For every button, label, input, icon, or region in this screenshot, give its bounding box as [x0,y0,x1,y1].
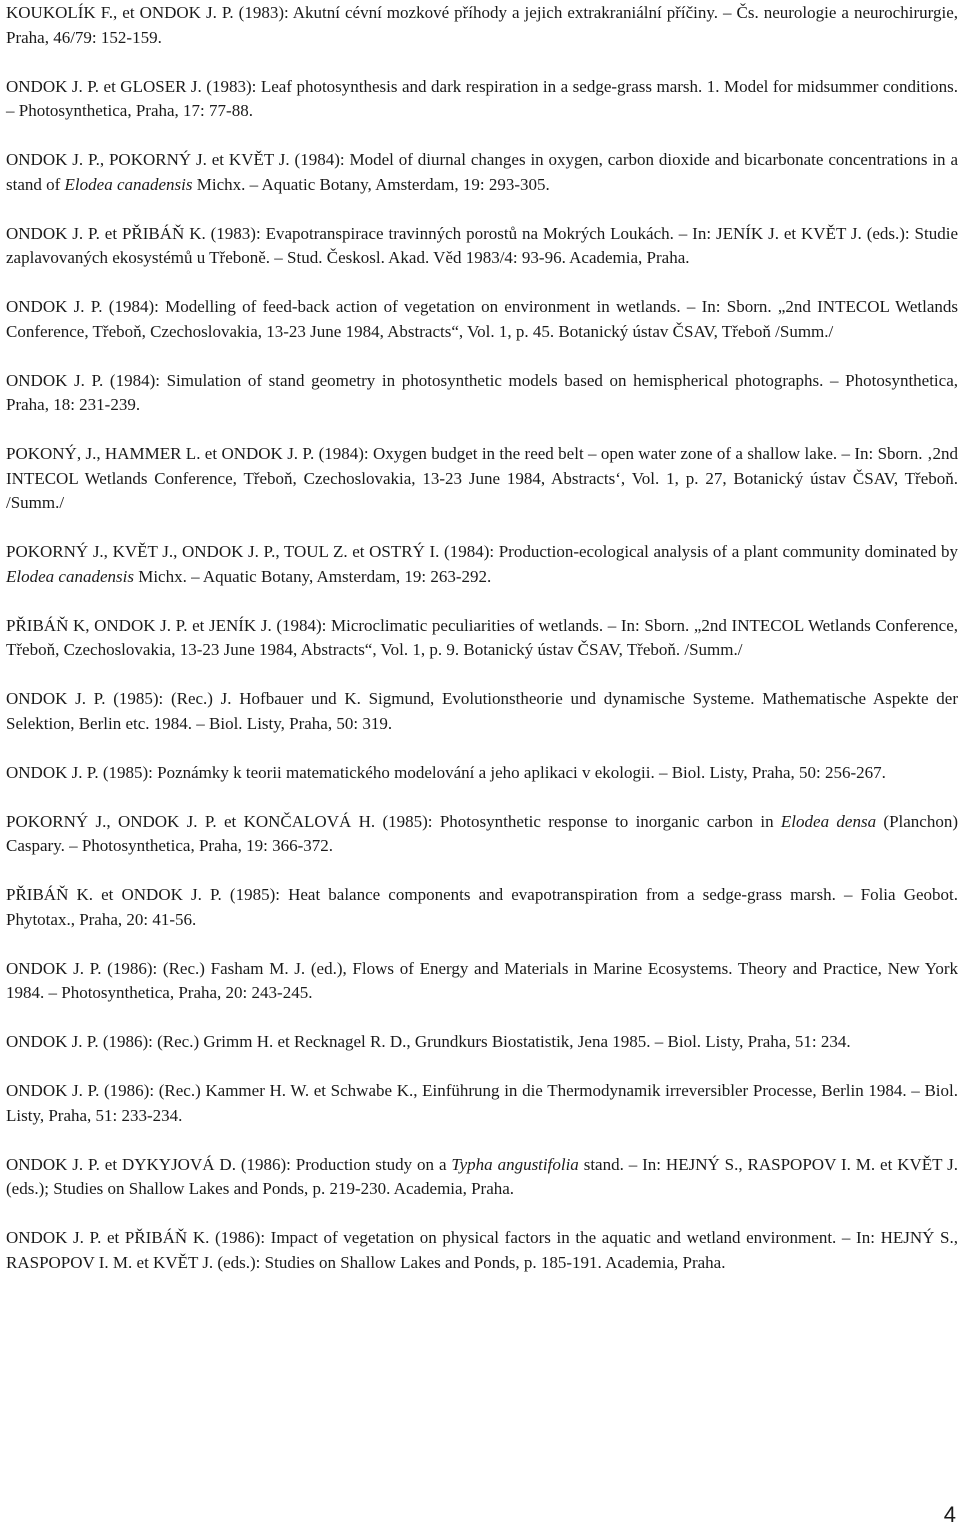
reference-entry [6,1030,958,1055]
species-name: Elodea canadensis [64,174,193,194]
reference-text: ONDOK J. P. (1985): Poznámky k teorii matematického modelování a jeho aplikaci v ekologii. – Biol. Listy, Praha, 50: 256-267. [6,762,886,782]
reference-text: POKORNÝ J., KVĚT J., ONDOK J. P., TOUL Z. et OSTRÝ I. (1984): Production-ecological analysis of a plant community dominated by [6,542,958,561]
reference-list [6,0,958,1300]
reference-entry [6,295,958,344]
reference-text: Michx. – Aquatic Botany, Amsterdam, 19: 293-305. [192,174,550,194]
reference-text: ONDOK J. P. (1985): (Rec.) J. Hofbauer und K. Sigmund, Evolutionstheorie und dynamische Systeme. Mathematische Aspekte der Selektion, Berlin etc. 1984. – Biol. Listy, Praha, 50: 319. [6,689,958,733]
reference-entry [6,540,958,589]
reference-entry [6,761,958,786]
reference-text: ONDOK J. P. et PŘIBÁŇ K. (1986): Impact of vegetation on physical factors in the aquatic and wetland environment. – In: HEJNÝ S., RASPOPOV I. M. et KVĚT J. (eds.): Studies on Shallow Lakes and Ponds, p. 185-191. Academia, Praha. [6,1228,958,1272]
reference-text: stand. – In: HEJNÝ S., RASPOPOV I. M. et KVĚT J. (eds.); Studies on Shallow Lakes and Ponds, p. 219-230. Academia, Praha. [6,1154,958,1198]
reference-text: ONDOK J. P. et DYKYJOVÁ D. (1986): Production study on a [6,1154,452,1174]
reference-entry [6,883,958,932]
reference-entry [6,1153,958,1202]
reference-text: ONDOK J. P. (1986): (Rec.) Grimm H. et Recknagel R. D., Grundkurs Biostatistik, Jena 1985. – Biol. Listy, Praha, 51: 234. [6,1032,851,1051]
reference-text: PŘIBÁŇ K, ONDOK J. P. et JENÍK J. (1984): Microclimatic peculiarities of wetlands. – In: Sborn. „2nd INTECOL Wetlands Conference, Třeboň, Czechoslovakia, 13-23 June 1984, Abstracts“, Vol. 1, p. 9. Botanický ústav ČSAV, Třeboň. /Summ./ [6,615,958,659]
reference-entry [6,957,958,1006]
reference-entry [6,687,958,736]
species-name: Typha angustifolia [451,1154,579,1174]
reference-text: ONDOK J. P. (1984): Simulation of stand geometry in photosynthetic models based on hemispherical photographs. – Photosynthetica, Praha, 18: 231-239. [6,370,958,414]
reference-text: ONDOK J. P. (1984): Modelling of feed-back action of vegetation on environment in wetlands. – In: Sborn. „2nd INTECOL Wetlands Conference, Třeboň, Czechoslovakia, 13-23 June 1984, Abstracts“, Vol. 1, p. 45. Botanický ústav ČSAV, Třeboň /Summ./ [6,297,958,341]
reference-entry [6,1,958,50]
reference-text: ONDOK J. P. et GLOSER J. (1983): Leaf photosynthesis and dark respiration in a sedge-grass marsh. 1. Model for midsummer conditions. – Photosynthetica, Praha, 17: 77-88. [6,76,958,120]
reference-entry [6,75,958,124]
reference-entry [6,222,958,271]
reference-text: POKORNÝ J., ONDOK J. P. et KONČALOVÁ H. (1985): Photosynthetic response to inorganic carbon in [6,811,781,831]
reference-text: ONDOK J. P. et PŘIBÁŇ K. (1983): Evapotranspirace travinných porostů na Mokrých Loukách. – In: JENÍK J. et KVĚT J. (eds.): Studie zaplavovaných ekosystémů u Třeboně. – Stud. Českosl. Akad. Věd 1983/4: 93-96. Academia, Praha. [6,223,958,267]
reference-entry [6,1079,958,1128]
reference-text: POKONÝ, J., HAMMER L. et ONDOK J. P. (1984): Oxygen budget in the reed belt – open water zone of a shallow lake. – In: Sborn. ‚2nd INTECOL Wetlands Conference, Třeboň, Czechoslovakia, 13-23 June 1984, Abstracts‘, Vol. 1, p. 27, Botanický ústav ČSAV, Třeboň. /Summ./ [6,444,958,512]
reference-text: (Planchon) Caspary. – Photosynthetica, Praha, 19: 366-372. [6,811,958,855]
species-name: Elodea densa [780,811,877,831]
reference-text: PŘIBÁŇ K. et ONDOK J. P. (1985): Heat balance components and evapotranspiration from a sedge-grass marsh. – Folia Geobot. Phytotax., Praha, 20: 41-56. [6,885,958,929]
reference-text: KOUKOLÍK F., et ONDOK J. P. (1983): Akutní cévní mozkové příhody a jejich extrakraniální příčiny. – Čs. neurologie a neurochirurgie, Praha, 46/79: 152-159. [6,3,958,47]
reference-text: ONDOK J. P., POKORNÝ J. et KVĚT J. (1984): Model of diurnal changes in oxygen, carbon dioxide and bicarbonate concentrations in a stand of [6,150,958,194]
reference-text: ONDOK J. P. (1986): (Rec.) Kammer H. W. et Schwabe K., Einführung in die Thermodynamik irreversibler Processe, Berlin 1984. – Biol. Listy, Praha, 51: 233-234. [6,1081,958,1125]
species-name: Elodea canadensis [6,566,134,586]
reference-entry [6,442,958,516]
reference-text: ONDOK J. P. (1986): (Rec.) Fasham M. J. (ed.), Flows of Energy and Materials in Marine Ecosystems. Theory and Practice, New York 1984. – Photosynthetica, Praha, 20: 243-245. [6,958,958,1002]
reference-entry [6,1226,958,1275]
reference-entry [6,369,958,418]
reference-entry [6,614,958,663]
reference-text: Michx. – Aquatic Botany, Amsterdam, 19: 263-292. [133,566,492,586]
reference-entry [6,148,958,197]
page-number: 4 [943,1502,956,1527]
reference-entry [6,810,958,859]
